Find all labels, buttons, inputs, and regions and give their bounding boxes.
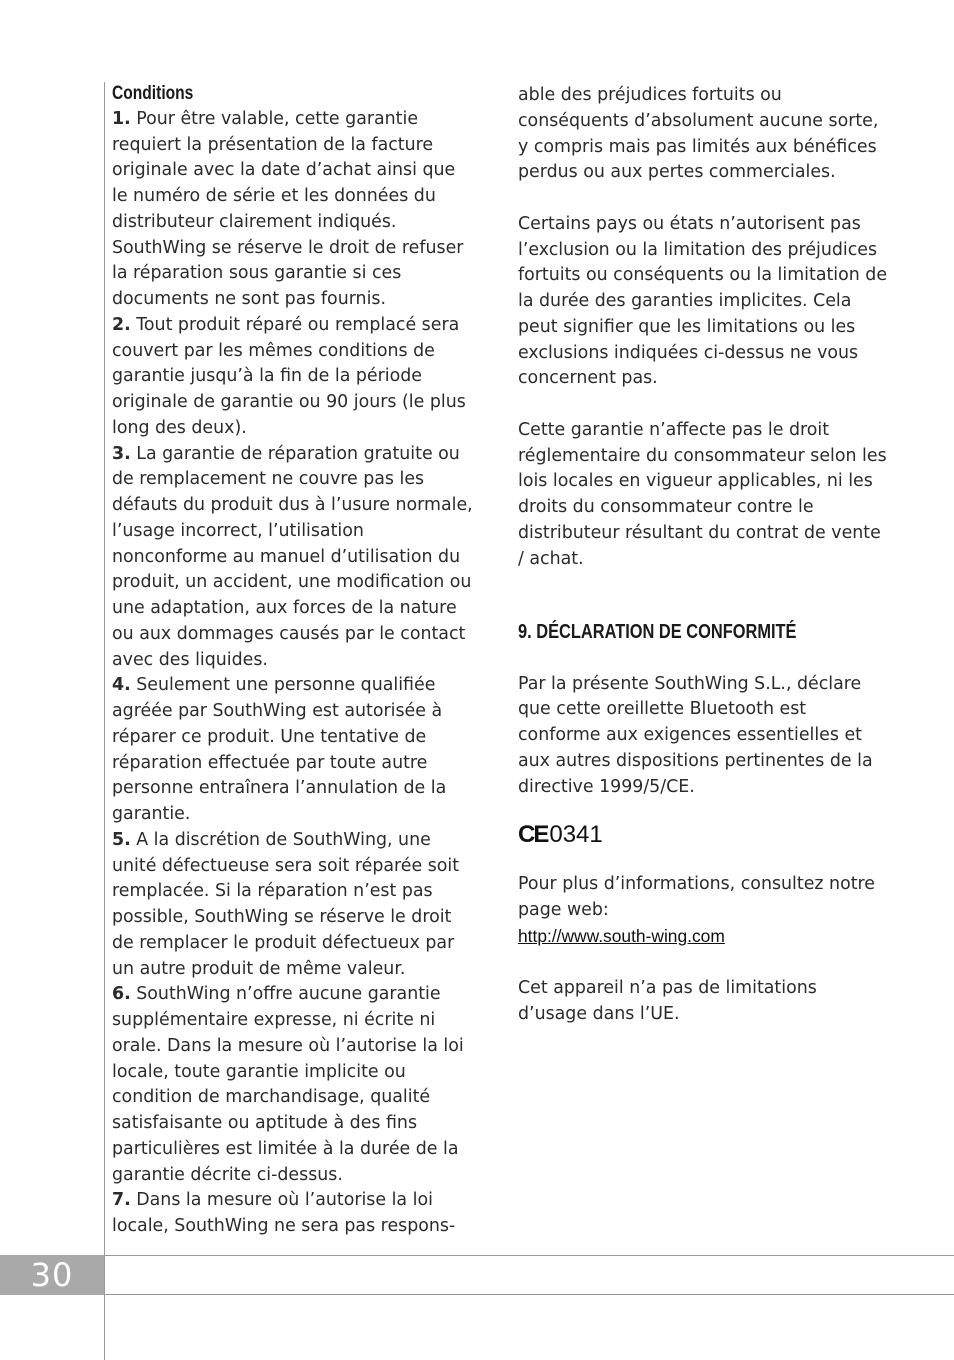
condition-item-5: [112, 828, 474, 983]
condition-number: 4.: [112, 675, 131, 696]
page-number: 30: [0, 1255, 104, 1295]
condition-text: Pour être valable, cette garantie requiert la présentation de la facture originale avec la date d’achat ainsi que le numéro de série et les données du distributeur clairement indiqués. SouthWing se réserve le droit de refuser la réparation sous garantie si ces documents ne sont pas fournis.: [112, 108, 464, 309]
condition-text: La garantie de réparation gratuite ou de remplacement ne couvre pas les défauts du produit dus à l’usure normale, l’usage incorrect, l’utilisation nonconforme au manuel d’utilisation du produit, un accident, une modification ou une adaptation, aux forces de la nature ou aux dommages causés par le contact avec des liquides.: [112, 443, 473, 670]
condition-item-3: [112, 442, 474, 674]
ce-marking: [518, 820, 888, 850]
condition-item-4: [112, 673, 474, 828]
ce-mark-icon: CE: [518, 821, 548, 849]
vertical-rule: [104, 82, 105, 1360]
ce-number: 0341: [549, 821, 603, 849]
condition-item-7: [112, 1188, 474, 1240]
right-column: [518, 81, 888, 1028]
condition-item-6: [112, 982, 474, 1188]
condition-text: Tout produit réparé ou remplacé sera couvert par les mêmes conditions de garantie jusqu’à la fin de la période originale de garantie ou 90 jours (le plus long des deux).: [112, 314, 466, 438]
condition-item-1: [112, 107, 474, 313]
condition-text: Seulement une personne qualifiée agréée par SouthWing est autorisée à réparer ce produit. Une tentative de réparation effectuée par toute autre personne entraînera l’annulation de la garantie.: [112, 675, 447, 824]
condition-number: 1.: [112, 108, 131, 129]
footer-rule-top: [104, 1255, 954, 1256]
condition-number: 3.: [112, 443, 131, 464]
condition-number: 6.: [112, 984, 131, 1005]
condition-number: 2.: [112, 314, 131, 335]
condition-text: SouthWing n’offre aucune garantie supplémentaire expresse, ni écrite ni orale. Dans la mesure où l’autorise la loi locale, toute garantie implicite ou condition de marchandisage, qualité satisfaisante ou aptitude à des fins particulières est limitée à la durée de la garantie décrite ci-dessus.: [112, 984, 464, 1185]
limitation-paragraph: Certains pays ou états n’autorisent pas l’exclusion ou la limitation des préjudices fortuits ou conséquents ou la limitation de la durée des garanties implicites. Cela peut signifier que les limitations ou les exclusions indiquées ci-dessus ne vous concernent pas.: [518, 213, 888, 389]
declaration-paragraph: Par la présente SouthWing S.L., déclare que cette oreillette Bluetooth est conforme aux exigences essentielles et aux autres dispositions pertinentes de la directive 1999/5/CE.: [518, 673, 873, 797]
consumer-rights-paragraph: Cette garantie n’affecte pas le droit réglementaire du consommateur selon les lois locales en vigueur applicables, ni les droits du consommateur contre le distributeur résultant du contrat de vente / achat.: [518, 419, 887, 569]
continuation-paragraph: able des préjudices fortuits ou conséquents d’absolument aucune sorte, y compris mais pas limités aux bénéfices perdus ou aux pertes commerciales.: [518, 85, 879, 183]
conditions-heading: Conditions: [112, 83, 194, 104]
condition-text: Dans la mesure où l’autorise la loi locale, SouthWing ne sera pas respons-: [112, 1190, 456, 1236]
eu-note-paragraph: Cet appareil n’a pas de limitations d’usage dans l’UE.: [518, 978, 817, 1024]
info-paragraph: Pour plus d’informations, consultez notre page web:: [518, 874, 875, 920]
condition-number: 7.: [112, 1190, 131, 1211]
conformity-heading: 9. DÉCLARATION DE CONFORMITÉ: [518, 621, 797, 643]
website-link[interactable]: http://www.south-wing.com: [518, 925, 725, 946]
footer-rule-bottom: [104, 1294, 954, 1295]
condition-number: 5.: [112, 829, 131, 850]
condition-item-2: [112, 313, 474, 442]
condition-text: A la discrétion de SouthWing, une unité défectueuse sera soit réparée soit remplacée. Si la réparation n’est pas possible, SouthWing se réserve le droit de remplacer le produit défectueux par un autre produit de même valeur.: [112, 829, 460, 979]
left-column: [112, 81, 474, 1240]
